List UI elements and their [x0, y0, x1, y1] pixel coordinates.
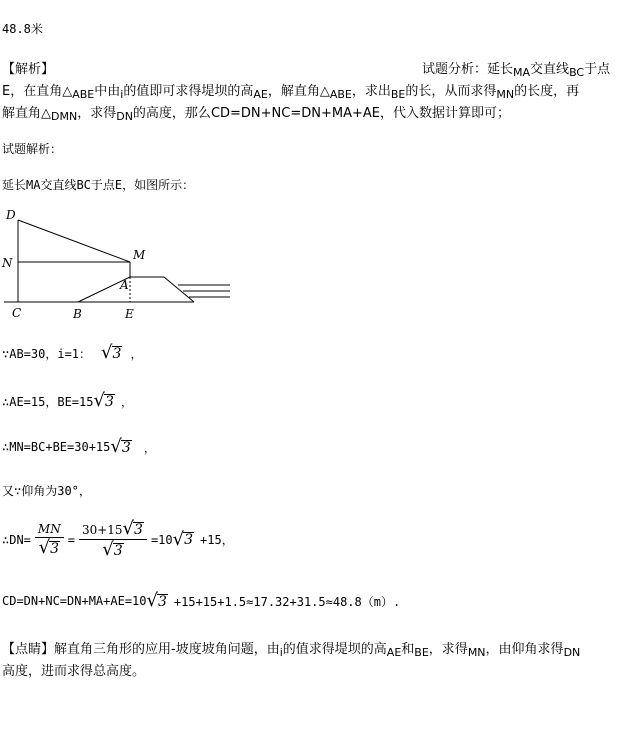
solution-step5: [2, 520, 234, 559]
text-span: DN: [116, 110, 133, 123]
text-span: ，: [120, 394, 133, 409]
text-span: ，求出: [351, 84, 391, 99]
text-span: 的值求得堤坝的高: [282, 642, 387, 657]
text-span: MA: [513, 66, 531, 79]
text-span: BC: [569, 66, 585, 79]
analysis-line3: [2, 102, 510, 121]
label-B: B: [73, 307, 82, 321]
text-span: 3: [112, 345, 122, 362]
label-A: A: [120, 278, 129, 292]
comment-tag: 【点睛】: [2, 642, 55, 657]
text-span: ABE: [329, 88, 352, 101]
comment-line1: [2, 638, 580, 657]
label-D: D: [6, 208, 16, 222]
text-span: +15，: [200, 533, 234, 547]
solution-step1: [2, 344, 142, 362]
solution-step4: 又∵仰角为30°，: [2, 484, 91, 498]
text-span: =10: [150, 532, 173, 547]
text-span: DMN: [51, 110, 78, 123]
text-span: 3: [113, 542, 123, 559]
text-span: 延长: [487, 62, 514, 77]
text-span: +15+15+1.5≈17.32+31.5≈48.8（m）.: [173, 594, 401, 609]
text-span: ∴DN=: [2, 532, 31, 547]
text-span: MN: [467, 646, 486, 659]
solution-heading: 试题解析：: [2, 142, 63, 156]
text-span: 3: [157, 593, 167, 610]
text-span: 解直角三角形的应用-坡度坡角问题，由: [54, 642, 280, 657]
sqrt-expression: √ 3: [172, 528, 194, 550]
text-span: ，代入数据计算即可；: [379, 106, 510, 121]
text-span: CD=DN+NC=DN+MA+AE=10: [2, 594, 147, 608]
sqrt-expression: √ 3: [110, 436, 131, 457]
text-span: i: [279, 646, 283, 659]
sqrt-expression: √ 3: [101, 342, 122, 363]
answer-text: 48.8米: [2, 22, 43, 36]
text-span: DN: [563, 646, 581, 659]
text-span: 的高度，那么: [132, 106, 211, 121]
text-span: ，解直角△: [267, 84, 330, 99]
comment-line2: 高度，进而求得总高度。: [2, 664, 146, 679]
fraction-mn: [35, 522, 64, 557]
text-span: ∴MN=BC+BE=30+15: [2, 440, 111, 454]
text-span: 交直线: [530, 62, 570, 77]
fraction-value: [79, 520, 147, 559]
text-span: ∴AE=15，BE=15: [2, 394, 94, 409]
text-span: ABE: [72, 88, 95, 101]
text-span: CD=DN+NC=DN+MA+AE: [210, 106, 380, 121]
text-span: 中由: [94, 84, 121, 99]
text-span: E，在直角△: [2, 84, 73, 99]
sqrt-expression: √ 3: [122, 518, 143, 539]
text-span: 的值即可求得堤坝的高: [123, 84, 254, 99]
text-span: ，由仰角求得: [485, 642, 564, 657]
dam-diagram: [0, 204, 240, 322]
text-span: 3: [184, 532, 194, 549]
sqrt-expression: √ 3: [93, 390, 114, 411]
solution-intro: 延长MA交直线BC于点E，如图所示：: [2, 178, 195, 192]
text-span: 3: [134, 521, 143, 538]
text-span: AE: [386, 646, 402, 659]
text-span: 解直角△: [2, 106, 51, 121]
text-span: ，求得: [428, 642, 468, 657]
text-span: 3: [104, 393, 114, 410]
sqrt-expression: √ 3: [38, 537, 59, 558]
label-C: C: [12, 306, 22, 320]
text-span: BE: [414, 646, 429, 659]
text-span: =: [67, 532, 75, 547]
text-span: 的长度，再: [514, 84, 580, 99]
label-E: E: [125, 307, 134, 321]
line-DM: [18, 220, 130, 262]
text-span: 的长，从而求得: [405, 84, 497, 99]
solution-step3: [2, 438, 156, 456]
sqrt-expression: √ 3: [146, 590, 167, 611]
text-span: BE: [390, 88, 406, 101]
label-M: M: [133, 248, 146, 262]
text-span: MN: [496, 88, 515, 101]
analysis-tag: 【解析】: [2, 62, 55, 77]
text-span: ∵AB=30，i=1：: [2, 346, 92, 361]
text-span: MN: [35, 522, 64, 538]
analysis-line1: [422, 58, 610, 77]
text-span: 于点: [584, 62, 611, 77]
analysis-heading: 试题分析：: [422, 62, 488, 77]
analysis-line2: [2, 80, 579, 99]
text-span: ，求得: [77, 106, 117, 121]
dam-back-slope: [164, 277, 194, 302]
text-span: 3: [121, 439, 131, 456]
text-span: 30+15: [81, 523, 123, 537]
text-span: ，: [143, 440, 156, 455]
text-span: i: [120, 88, 124, 101]
solution-step2: [2, 392, 133, 410]
text-span: 和: [401, 642, 415, 657]
solution-step6: [2, 592, 400, 610]
text-span: ，: [130, 346, 143, 361]
sqrt-expression: √ 3: [102, 539, 123, 560]
text-span: AE: [253, 88, 268, 101]
label-N: N: [2, 256, 13, 270]
text-span: 3: [50, 540, 59, 557]
